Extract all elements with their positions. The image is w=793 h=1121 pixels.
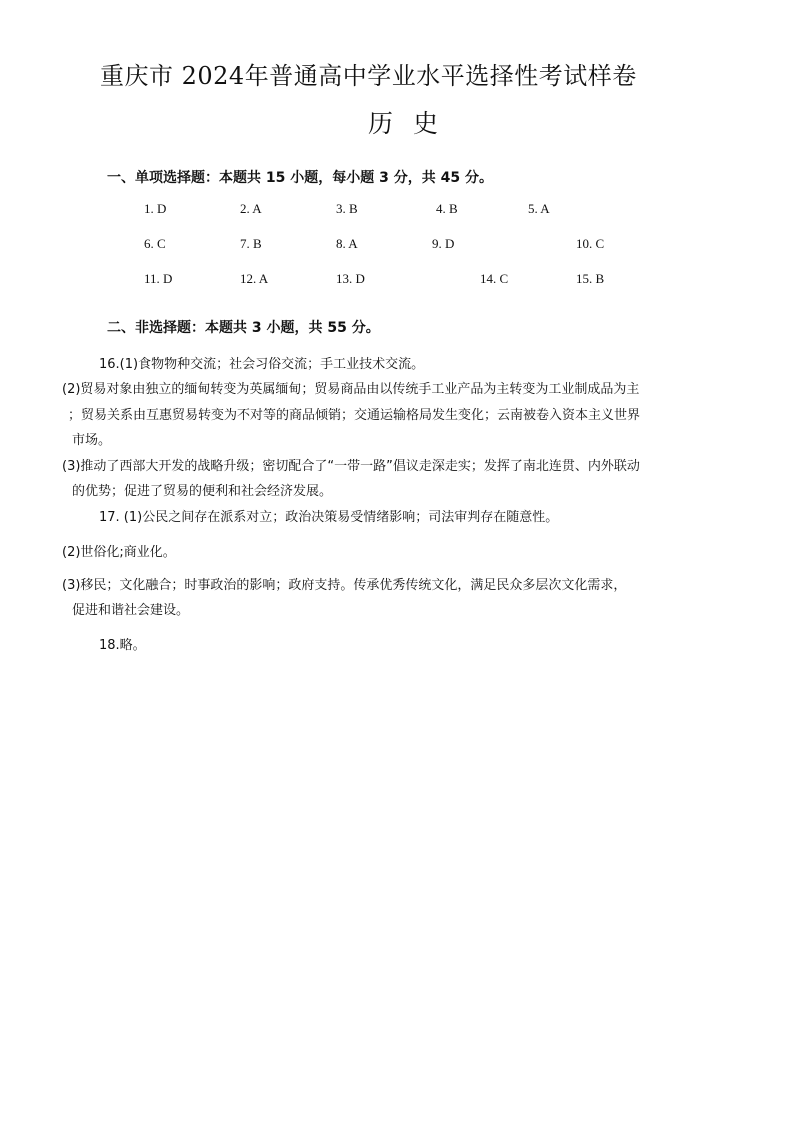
answer-5: 5. A: [528, 201, 550, 216]
answer-2: 2. A: [240, 201, 262, 216]
section-2-heading: 二、非选择题：本题共 3 小题，共 55 分。: [107, 320, 380, 336]
page-title: 重庆市 2024年普通高中学业水平选择性考试样卷: [100, 62, 637, 90]
section-1-heading: 一、单项选择题：本题共 15 小题，每小题 3 分，共 45 分。: [107, 170, 493, 186]
q17-part2: (2)世俗化;商业化。: [62, 545, 176, 560]
q17-part1: 17. (1)公民之间存在派系对立；政治决策易受情绪影响；司法审判存在随意性。: [99, 510, 559, 525]
q17-part3-line1: (3)移民；文化融合；时事政治的影响；政府支持。传承优秀传统文化，满足民众多层次文化需求，: [62, 578, 627, 593]
q17-part3-line2: 促进和谐社会建设。: [72, 603, 190, 618]
answer-1: 1. D: [144, 201, 167, 216]
q16-part2-line2: ；贸易关系由互惠贸易转变为不对等的商品倾销；交通运输格局发生变化；云南被卷入资本主义世界: [68, 408, 641, 423]
answer-14: 14. C: [480, 271, 509, 286]
answer-4: 4. B: [436, 201, 458, 216]
q16-part2-line1: (2)贸易对象由独立的缅甸转变为英属缅甸；贸易商品由以传统手工业产品为主转变为工业制成品为主: [62, 382, 640, 397]
answer-10: 10. C: [576, 236, 605, 251]
answer-6: 6. C: [144, 236, 166, 251]
q18-answer: 18.略。: [99, 638, 146, 653]
answer-11: 11. D: [144, 271, 173, 286]
q16-part1: 16.(1)食物物种交流；社会习俗交流；手工业技术交流。: [99, 357, 425, 372]
answer-15: 15. B: [576, 271, 605, 286]
answer-13: 13. D: [336, 271, 365, 286]
q16-part3-line2: 的优势；促进了贸易的便利和社会经济发展。: [72, 484, 333, 499]
subject-title: 历 史: [368, 109, 444, 138]
answer-3: 3. B: [336, 201, 358, 216]
answer-12: 12. A: [240, 271, 269, 286]
answer-7: 7. B: [240, 236, 262, 251]
q16-part2-line3: 市场。: [72, 433, 112, 448]
answer-8: 8. A: [336, 236, 358, 251]
q16-part3-line1: (3)推动了西部大开发的战略升级；密切配合了“一带一路”倡议走深走实；发挥了南北连贯、内外联动: [62, 459, 640, 474]
answer-9: 9. D: [432, 236, 455, 251]
